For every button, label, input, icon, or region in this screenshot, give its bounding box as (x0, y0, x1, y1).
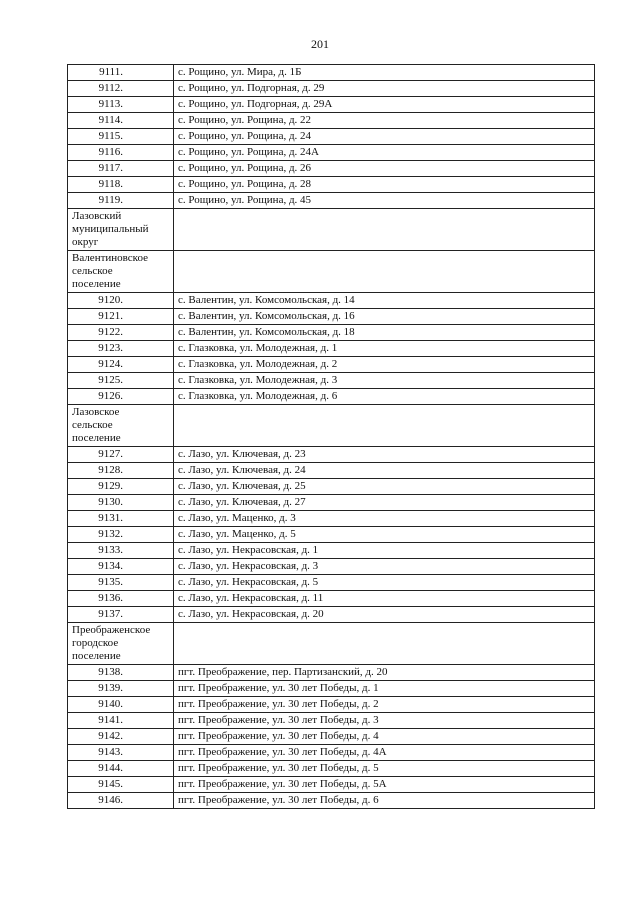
table-row (68, 543, 595, 559)
table-row (68, 793, 595, 809)
table-row (68, 129, 595, 145)
table-row (68, 193, 595, 209)
entry-number: 9128. (68, 463, 174, 479)
group-name-line: городское (72, 637, 119, 649)
table-row (68, 607, 595, 623)
entry-address: с. Глазковка, ул. Молодежная, д. 1 (174, 341, 595, 357)
entry-address: с. Рощино, ул. Рощина, д. 24А (174, 145, 595, 161)
entry-address: пгт. Преображение, ул. 30 лет Победы, д. 4А (174, 745, 595, 761)
table-row (68, 81, 595, 97)
entry-address: с. Глазковка, ул. Молодежная, д. 3 (174, 373, 595, 389)
group-empty-cell (174, 251, 595, 293)
table-row (68, 681, 595, 697)
entry-address: с. Валентин, ул. Комсомольская, д. 14 (174, 293, 595, 309)
table-row (68, 697, 595, 713)
table-row (68, 559, 595, 575)
entry-number: 9138. (68, 665, 174, 681)
entry-number: 9124. (68, 357, 174, 373)
group-empty-cell (174, 209, 595, 251)
entry-number: 9130. (68, 495, 174, 511)
table-row (68, 325, 595, 341)
entry-address: с. Лазо, ул. Некрасовская, д. 5 (174, 575, 595, 591)
table-row (68, 745, 595, 761)
entry-address: с. Лазо, ул. Ключевая, д. 27 (174, 495, 595, 511)
entry-number: 9140. (68, 697, 174, 713)
table-row (68, 389, 595, 405)
entry-number: 9144. (68, 761, 174, 777)
entry-number: 9146. (68, 793, 174, 809)
entry-address: с. Рощино, ул. Рощина, д. 22 (174, 113, 595, 129)
table-row (68, 373, 595, 389)
entry-number: 9114. (68, 113, 174, 129)
entry-address: с. Рощино, ул. Подгорная, д. 29А (174, 97, 595, 113)
table-row (68, 591, 595, 607)
entry-number: 9126. (68, 389, 174, 405)
entry-address: с. Рощино, ул. Рощина, д. 26 (174, 161, 595, 177)
entry-number: 9127. (68, 447, 174, 463)
table-row (68, 463, 595, 479)
entry-number: 9116. (68, 145, 174, 161)
group-name (68, 251, 174, 293)
table-row (68, 575, 595, 591)
entry-address: пгт. Преображение, пер. Партизанский, д. 20 (174, 665, 595, 681)
entry-address: с. Валентин, ул. Комсомольская, д. 18 (174, 325, 595, 341)
entry-number: 9143. (68, 745, 174, 761)
table-row (68, 97, 595, 113)
group-empty-cell (174, 623, 595, 665)
group-header-row (68, 405, 595, 447)
table-row (68, 761, 595, 777)
table-row (68, 161, 595, 177)
group-name-line: муниципальный (72, 223, 149, 235)
entry-number: 9123. (68, 341, 174, 357)
entry-number: 9133. (68, 543, 174, 559)
entry-number: 9132. (68, 527, 174, 543)
table-row (68, 665, 595, 681)
address-table (67, 64, 595, 809)
entry-address: с. Лазо, ул. Некрасовская, д. 20 (174, 607, 595, 623)
entry-address: с. Лазо, ул. Маценко, д. 5 (174, 527, 595, 543)
entry-number: 9141. (68, 713, 174, 729)
entry-number: 9142. (68, 729, 174, 745)
table-row (68, 65, 595, 81)
table-row (68, 527, 595, 543)
group-name-line: поселение (72, 432, 121, 444)
table-row (68, 145, 595, 161)
table-row (68, 777, 595, 793)
group-name-line: Валентиновское (72, 252, 148, 264)
table-row (68, 511, 595, 527)
entry-number: 9119. (68, 193, 174, 209)
table-row (68, 177, 595, 193)
entry-address: с. Лазо, ул. Некрасовская, д. 3 (174, 559, 595, 575)
entry-number: 9145. (68, 777, 174, 793)
table-row (68, 293, 595, 309)
table-row (68, 341, 595, 357)
entry-number: 9117. (68, 161, 174, 177)
table-row (68, 447, 595, 463)
group-name-line: поселение (72, 650, 121, 662)
group-name-line: Лазовский (72, 210, 122, 222)
group-empty-cell (174, 405, 595, 447)
entry-address: с. Лазо, ул. Маценко, д. 3 (174, 511, 595, 527)
group-name-line: сельское (72, 265, 113, 277)
group-name (68, 623, 174, 665)
group-header-row (68, 209, 595, 251)
group-name-line: поселение (72, 278, 121, 290)
entry-address: с. Рощино, ул. Рощина, д. 45 (174, 193, 595, 209)
entry-address: с. Валентин, ул. Комсомольская, д. 16 (174, 309, 595, 325)
entry-number: 9139. (68, 681, 174, 697)
entry-number: 9125. (68, 373, 174, 389)
entry-number: 9118. (68, 177, 174, 193)
entry-number: 9134. (68, 559, 174, 575)
entry-address: пгт. Преображение, ул. 30 лет Победы, д. 1 (174, 681, 595, 697)
entry-address: пгт. Преображение, ул. 30 лет Победы, д. 3 (174, 713, 595, 729)
entry-number: 9131. (68, 511, 174, 527)
entry-address: с. Глазковка, ул. Молодежная, д. 6 (174, 389, 595, 405)
table-row (68, 713, 595, 729)
group-name-line: Лазовское (72, 406, 120, 418)
table-row (68, 479, 595, 495)
group-name-line: сельское (72, 419, 113, 431)
table-row (68, 113, 595, 129)
entry-address: пгт. Преображение, ул. 30 лет Победы, д. 4 (174, 729, 595, 745)
entry-address: с. Лазо, ул. Ключевая, д. 25 (174, 479, 595, 495)
entry-address: с. Глазковка, ул. Молодежная, д. 2 (174, 357, 595, 373)
entry-address: пгт. Преображение, ул. 30 лет Победы, д. 6 (174, 793, 595, 809)
entry-number: 9115. (68, 129, 174, 145)
group-name (68, 405, 174, 447)
entry-number: 9122. (68, 325, 174, 341)
entry-address: пгт. Преображение, ул. 30 лет Победы, д. 5 (174, 761, 595, 777)
group-name-line: Преображенское (72, 624, 151, 636)
group-name (68, 209, 174, 251)
entry-address: с. Рощино, ул. Мира, д. 1Б (174, 65, 595, 81)
address-table-body (68, 65, 595, 809)
entry-address: с. Рощино, ул. Рощина, д. 28 (174, 177, 595, 193)
entry-number: 9112. (68, 81, 174, 97)
entry-address: с. Лазо, ул. Ключевая, д. 24 (174, 463, 595, 479)
entry-number: 9111. (68, 65, 174, 81)
entry-address: с. Рощино, ул. Рощина, д. 24 (174, 129, 595, 145)
table-row (68, 309, 595, 325)
entry-number: 9137. (68, 607, 174, 623)
entry-address: пгт. Преображение, ул. 30 лет Победы, д. 5А (174, 777, 595, 793)
table-row (68, 357, 595, 373)
entry-number: 9136. (68, 591, 174, 607)
page-number: 201 (311, 37, 329, 51)
entry-address: с. Лазо, ул. Некрасовская, д. 11 (174, 591, 595, 607)
group-name-line: округ (72, 236, 99, 248)
entry-number: 9113. (68, 97, 174, 113)
entry-number: 9120. (68, 293, 174, 309)
table-row (68, 729, 595, 745)
entry-number: 9129. (68, 479, 174, 495)
entry-number: 9121. (68, 309, 174, 325)
entry-number: 9135. (68, 575, 174, 591)
entry-address: с. Рощино, ул. Подгорная, д. 29 (174, 81, 595, 97)
entry-address: пгт. Преображение, ул. 30 лет Победы, д. 2 (174, 697, 595, 713)
group-header-row (68, 251, 595, 293)
entry-address: с. Лазо, ул. Некрасовская, д. 1 (174, 543, 595, 559)
table-row (68, 495, 595, 511)
entry-address: с. Лазо, ул. Ключевая, д. 23 (174, 447, 595, 463)
group-header-row (68, 623, 595, 665)
